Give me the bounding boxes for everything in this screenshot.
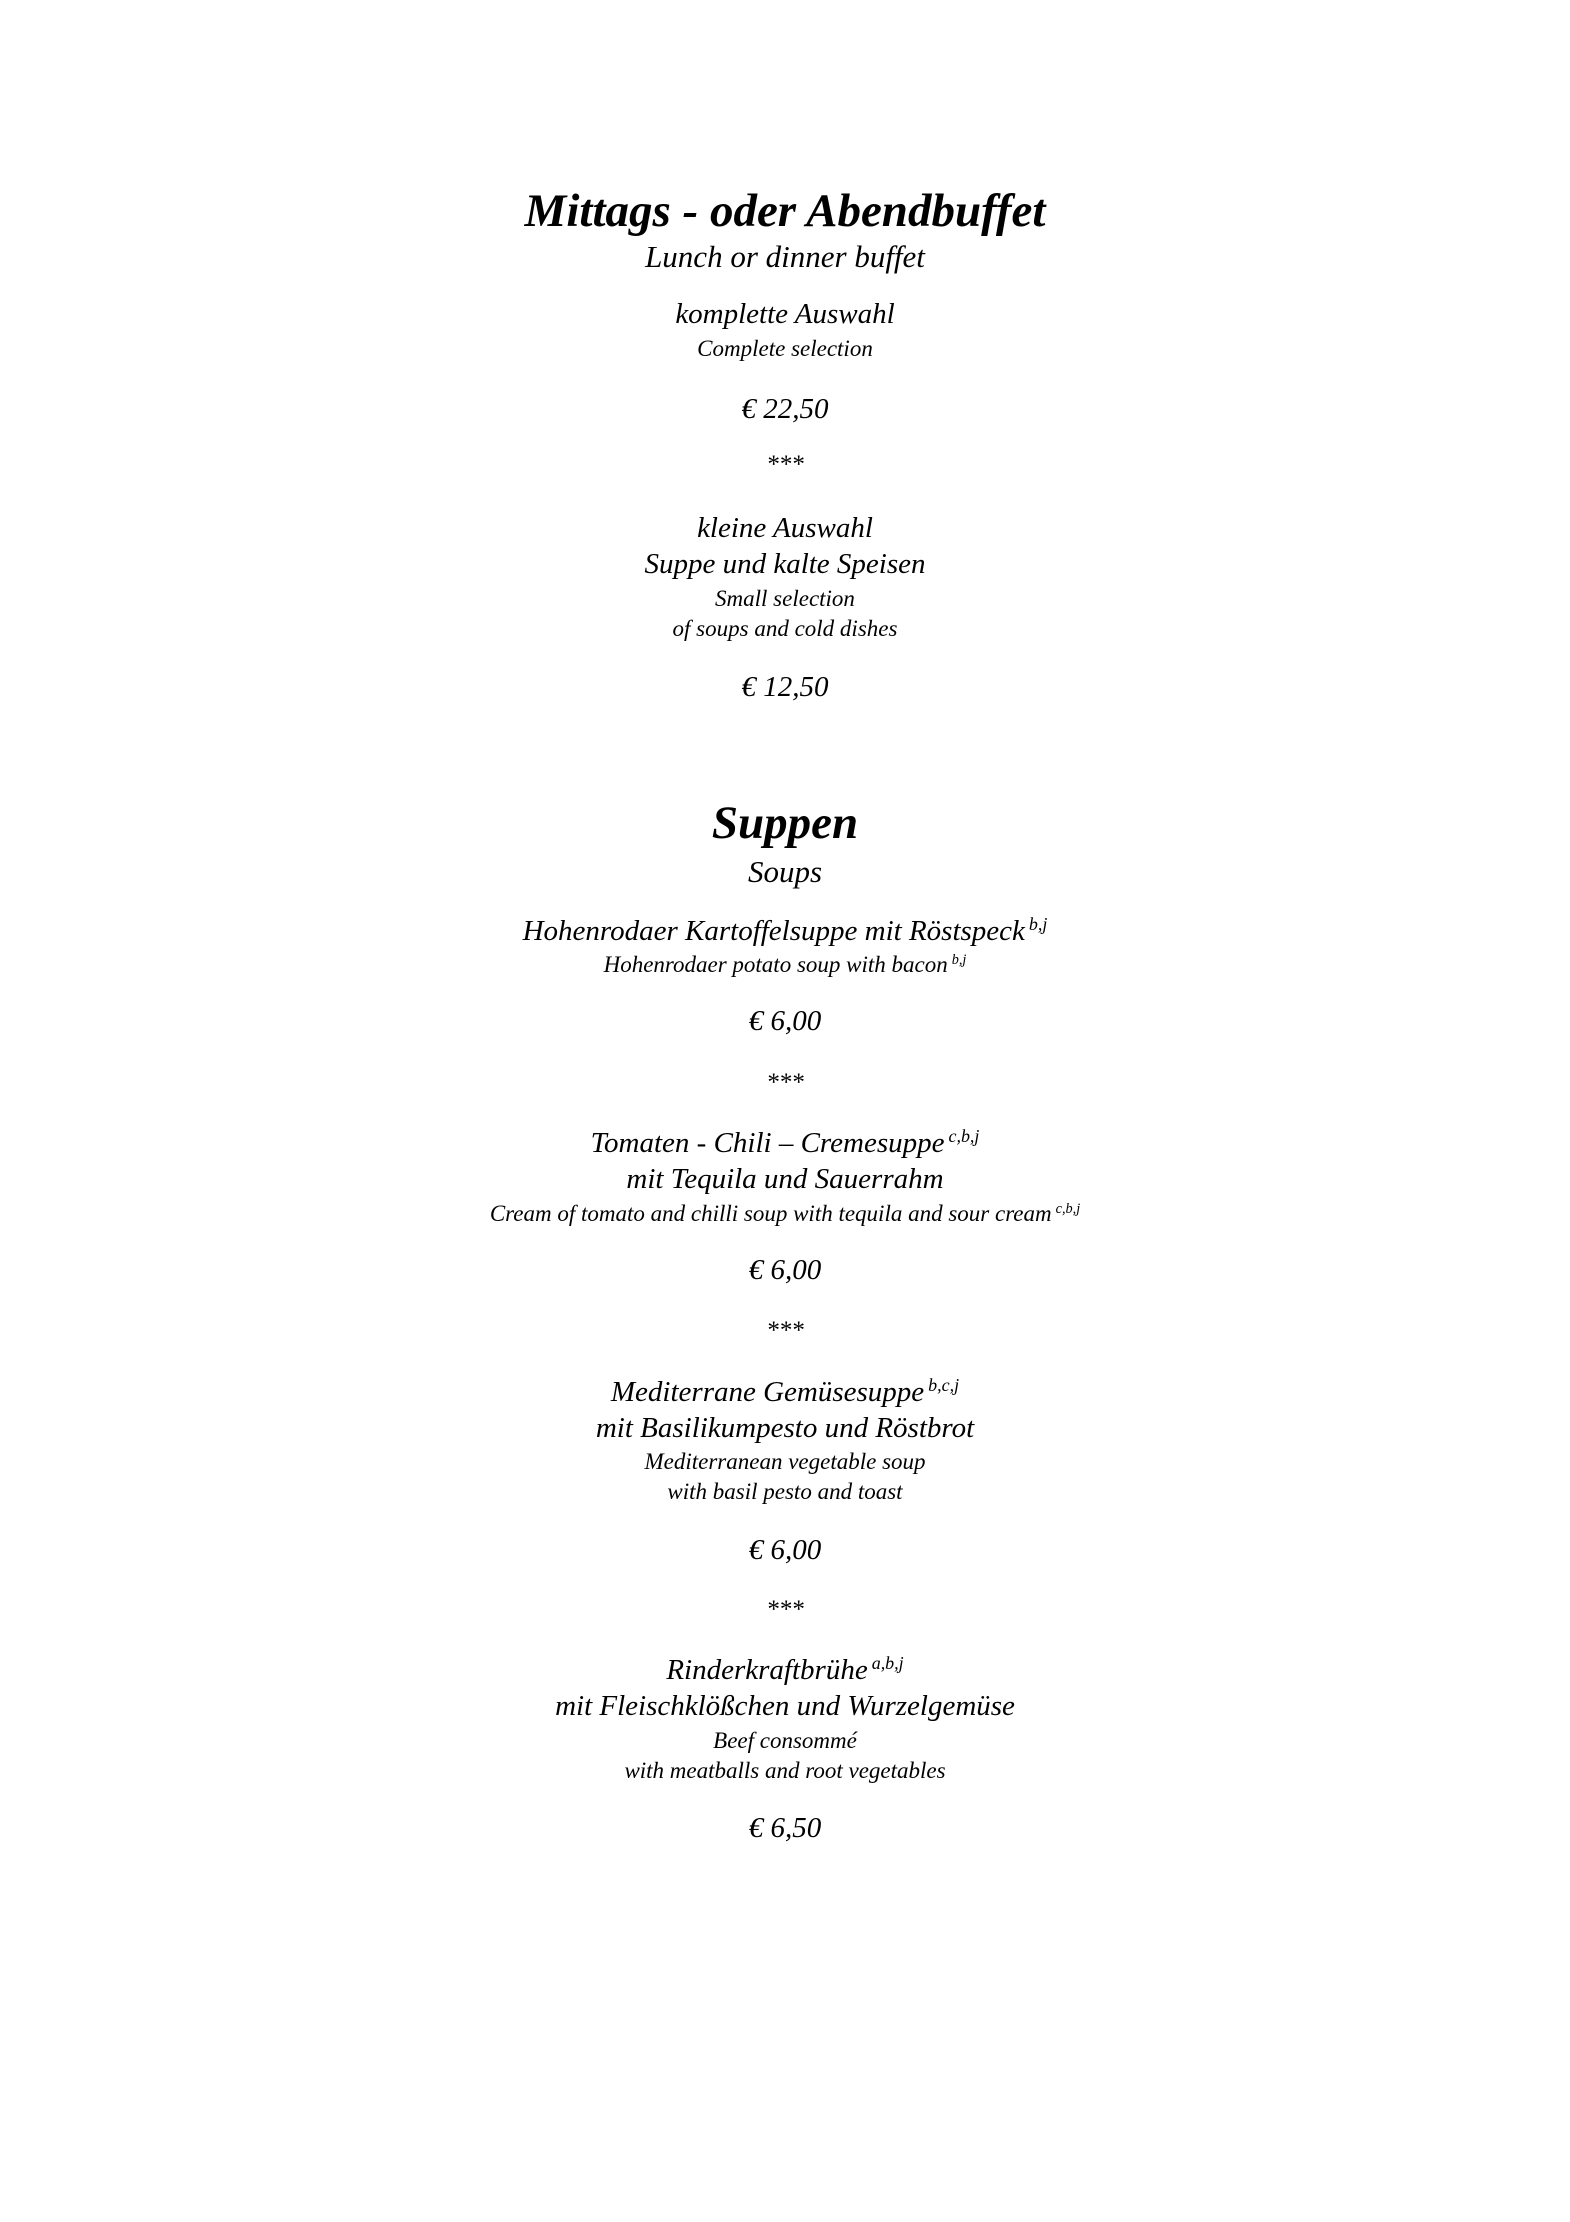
buffet-option-de: komplette Auswahl bbox=[675, 298, 895, 330]
soups-subtitle: Soups bbox=[747, 854, 823, 889]
soup-desc-en: with meatballs and root vegetables bbox=[624, 1758, 946, 1783]
allergen-codes: b,j bbox=[951, 952, 967, 969]
allergen-codes: b,c,j bbox=[928, 1375, 960, 1396]
soup-desc-de: mit Basilikumpesto und Röstbrot bbox=[595, 1412, 975, 1444]
buffet-option-price: € 22,50 bbox=[741, 393, 829, 425]
buffet-option-price: € 12,50 bbox=[741, 671, 829, 703]
soup-desc-de: mit Fleischklößchen und Wurzelgemüse bbox=[555, 1690, 1015, 1722]
soup-price: € 6,00 bbox=[748, 1005, 822, 1037]
soup-name-de: Tomaten - Chili – Cremesuppe $^{c,b,j}$ bbox=[590, 1126, 980, 1159]
soup-name-de: Hohenrodaer Kartoffelsuppe mit Röstspeck $^{b,j}$ bbox=[522, 914, 1048, 947]
soup-desc-de: mit Tequila und Sauerrahm bbox=[626, 1163, 944, 1195]
soup-name-en: Mediterranean vegetable soup bbox=[644, 1449, 926, 1474]
buffet-option-en: Complete selection bbox=[697, 336, 873, 361]
soup-price: € 6,50 bbox=[748, 1812, 822, 1844]
buffet-option-de: kleine Auswahl bbox=[697, 512, 873, 544]
soup-name-de: Rinderkraftbrühe $^{a,b,j}$ bbox=[666, 1653, 904, 1686]
soup-price: € 6,00 bbox=[748, 1254, 822, 1286]
allergen-codes: c,b,j bbox=[1055, 1201, 1081, 1218]
soups-title: Suppen bbox=[711, 797, 859, 849]
separator: *** bbox=[766, 1317, 804, 1344]
separator: *** bbox=[766, 1069, 804, 1096]
buffet-subtitle: Lunch or dinner buffet bbox=[645, 239, 925, 274]
soup-desc-en: with basil pesto and toast bbox=[667, 1479, 903, 1504]
allergen-codes: a,b,j bbox=[871, 1653, 904, 1674]
buffet-option-en: of soups and cold dishes bbox=[672, 616, 898, 641]
buffet-option-de: Suppe und kalte Speisen bbox=[644, 548, 926, 580]
allergen-codes: b,j bbox=[1028, 914, 1048, 935]
soup-name-de: Mediterrane Gemüsesuppe $^{b,c,j}$ bbox=[610, 1375, 960, 1408]
buffet-title: Mittags - oder Abendbuffet bbox=[524, 185, 1046, 237]
soup-price: € 6,00 bbox=[748, 1534, 822, 1566]
buffet-option-en: Small selection bbox=[715, 586, 855, 611]
separator: *** bbox=[766, 451, 804, 478]
soup-name-en: Beef consommé bbox=[713, 1728, 857, 1753]
soup-name-en: Cream of tomato and chilli soup with tequila and sour cream $^{c,b,j}$ bbox=[489, 1201, 1081, 1226]
allergen-codes: c,b,j bbox=[948, 1126, 980, 1147]
separator: *** bbox=[766, 1596, 804, 1623]
soup-name-en: Hohenrodaer potato soup with bacon $^{b,j}$ bbox=[603, 952, 967, 977]
